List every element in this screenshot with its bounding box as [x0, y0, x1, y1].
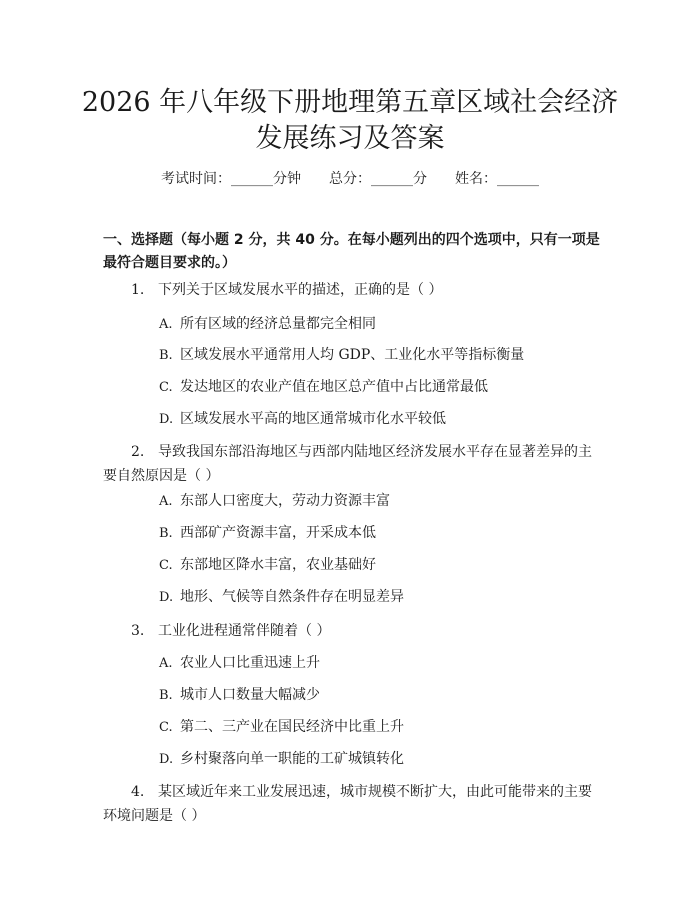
option-text: 东部地区降水丰富，农业基础好: [180, 557, 376, 573]
option-letter: D.: [159, 590, 174, 605]
exam-meta: [0, 168, 700, 188]
option-3c: [159, 717, 404, 738]
option-3d: [159, 749, 404, 770]
option-letter: B.: [159, 348, 173, 363]
option-text: 发达地区的农业产值在地区总产值中占比通常最低: [180, 379, 488, 395]
option-1c: [159, 377, 488, 398]
option-2d: [159, 587, 404, 608]
question-1: [103, 278, 603, 302]
option-2b: [159, 523, 376, 544]
question-number: 3.: [131, 623, 145, 639]
option-1a: [159, 314, 376, 335]
option-letter: D.: [159, 412, 174, 427]
option-text: 区域发展水平高的地区通常城市化水平较低: [180, 411, 446, 427]
question-4: [103, 780, 603, 828]
question-number: 1.: [131, 282, 145, 298]
option-letter: C.: [159, 380, 173, 395]
question-text: 某区域近年来工业发展迅速，城市规模不断扩大，由此可能带来的主要环境问题是（ ）: [103, 784, 592, 824]
question-text: 导致我国东部沿海地区与西部内陆地区经济发展水平存在显著差异的主要自然原因是（ ）: [103, 444, 592, 484]
option-text: 东部人口密度大，劳动力资源丰富: [180, 493, 390, 509]
section-heading: 一、选择题（每小题 2 分，共 40 分。在每小题列出的四个选项中，只有一项是最符合题目要求的。）: [103, 232, 600, 271]
question-text: 下列关于区域发展水平的描述，正确的是（ ）: [158, 282, 443, 298]
question-number: 2.: [131, 444, 145, 460]
option-letter: A.: [159, 656, 173, 671]
option-text: 农业人口比重迅速上升: [180, 655, 320, 671]
option-2c: [159, 555, 376, 576]
option-3b: [159, 685, 320, 706]
option-text: 区域发展水平通常用人均 GDP、工业化水平等指标衡量: [180, 347, 525, 363]
option-2a: [159, 491, 390, 512]
page-title-line2: 发展练习及答案: [255, 123, 445, 154]
option-letter: B.: [159, 526, 173, 541]
option-letter: C.: [159, 558, 173, 573]
option-3a: [159, 653, 320, 674]
option-text: 所有区域的经济总量都完全相同: [180, 316, 376, 332]
option-text: 西部矿产资源丰富，开采成本低: [180, 525, 376, 541]
option-text: 第二、三产业在国民经济中比重上升: [180, 719, 404, 735]
option-letter: B.: [159, 688, 173, 703]
option-text: 乡村聚落向单一职能的工矿城镇转化: [180, 751, 404, 767]
option-text: 城市人口数量大幅减少: [180, 687, 320, 703]
option-letter: D.: [159, 752, 174, 767]
option-1b: [159, 345, 524, 366]
exam-time-field: 考试时间：______分钟: [161, 171, 301, 187]
question-number: 4.: [131, 784, 145, 800]
option-text: 地形、气候等自然条件存在明显差异: [180, 589, 404, 605]
question-text: 工业化进程通常伴随着（ ）: [158, 623, 331, 639]
option-letter: A.: [159, 317, 173, 332]
option-letter: A.: [159, 494, 173, 509]
question-2: [103, 440, 603, 488]
question-3: [103, 619, 603, 643]
option-letter: C.: [159, 720, 173, 735]
page-title-line1: 2026 年八年级下册地理第五章区域社会经济: [81, 87, 619, 118]
total-score-field: 总分：______分: [329, 171, 427, 187]
option-1d: [159, 409, 446, 430]
student-name-field: 姓名：______: [455, 171, 539, 187]
